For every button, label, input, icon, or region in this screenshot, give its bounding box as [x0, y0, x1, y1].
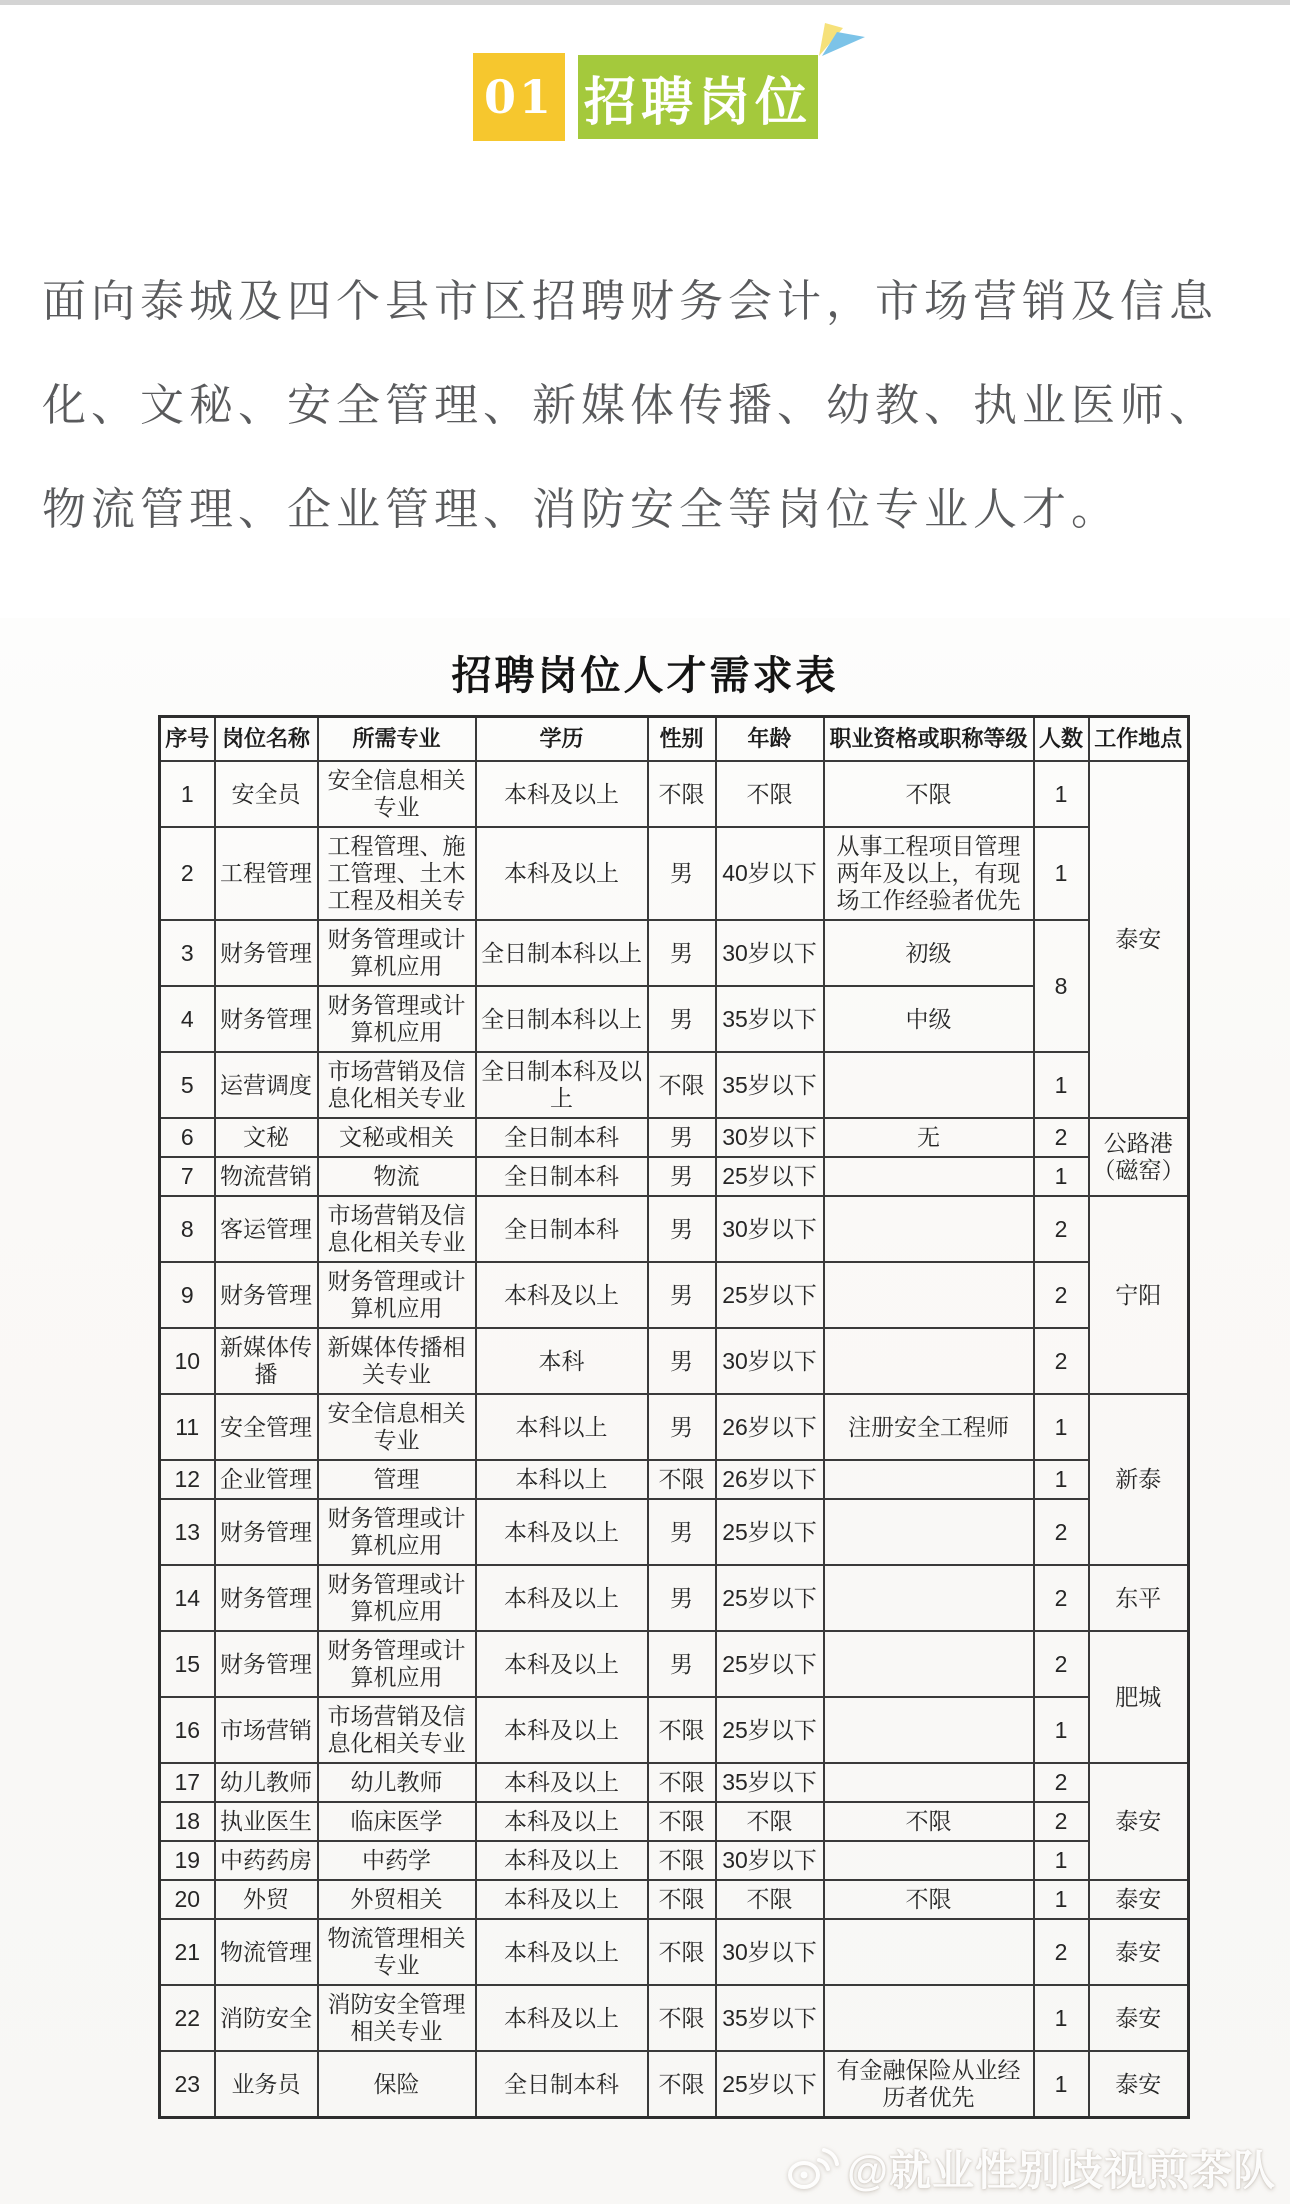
- table-cell: [824, 1919, 1034, 1985]
- table-cell: 25岁以下: [716, 1631, 824, 1697]
- table-cell: 1: [1034, 1697, 1089, 1763]
- table-cell: 工程管理、施工管理、土木工程及相关专: [318, 827, 476, 920]
- table-cell: 全日制本科: [476, 1157, 648, 1196]
- table-cell: 3: [160, 920, 215, 986]
- table-cell: 8: [1034, 920, 1089, 1052]
- table-cell: 7: [160, 1157, 215, 1196]
- table-cell: 新媒体传播相关专业: [318, 1328, 476, 1394]
- table-cell: 不限: [648, 1763, 716, 1802]
- table-row: [160, 1841, 1189, 1880]
- table-title: 招聘岗位人才需求表: [451, 654, 839, 698]
- table-cell: 男: [648, 1157, 716, 1196]
- table-row: [160, 827, 1189, 920]
- table-cell: 临床医学: [318, 1802, 476, 1841]
- table-cell: 25岁以下: [716, 1157, 824, 1196]
- table-cell: 从事工程项目管理两年及以上，有现场工作经验者优先: [824, 827, 1034, 920]
- table-cell: 男: [648, 827, 716, 920]
- table-cell: 全日制本科以上: [476, 986, 648, 1052]
- table-cell: 物流管理相关专业: [318, 1919, 476, 1985]
- table-row: [160, 1328, 1189, 1394]
- table-cell: 业务员: [215, 2051, 318, 2118]
- table-cell: 本科及以上: [476, 1499, 648, 1565]
- table-cell: 2: [1034, 1196, 1089, 1262]
- table-cell: 泰安: [1089, 761, 1189, 1118]
- table-cell: 财务管理: [215, 1262, 318, 1328]
- table-row: [160, 1196, 1189, 1262]
- table-cell: 不限: [716, 761, 824, 827]
- table-cell: [824, 1631, 1034, 1697]
- table-row: [160, 1565, 1189, 1631]
- table-cell: 本科: [476, 1328, 648, 1394]
- table-cell: 泰安: [1089, 2051, 1189, 2118]
- table-cell: 2: [1034, 1328, 1089, 1394]
- table-cell: 2: [1034, 1262, 1089, 1328]
- table-cell: 运营调度: [215, 1052, 318, 1118]
- table-cell: 2: [1034, 1118, 1089, 1157]
- table-cell: 不限: [648, 1841, 716, 1880]
- table-head: [160, 717, 1189, 762]
- table-cell: 初级: [824, 920, 1034, 986]
- table-row: [160, 1394, 1189, 1460]
- table-cell: 1: [160, 761, 215, 827]
- table-cell: 2: [1034, 1919, 1089, 1985]
- table-cell: 本科及以上: [476, 1841, 648, 1880]
- column-header: 职业资格或职称等级: [824, 717, 1034, 762]
- table-cell: 市场营销及信息化相关专业: [318, 1697, 476, 1763]
- table-row: [160, 1802, 1189, 1841]
- table-cell: 2: [1034, 1565, 1089, 1631]
- table-cell: 男: [648, 1196, 716, 1262]
- table-cell: 本科及以上: [476, 1802, 648, 1841]
- table-cell: 物流营销: [215, 1157, 318, 1196]
- table-row: [160, 1118, 1189, 1157]
- table-cell: 财务管理: [215, 986, 318, 1052]
- table-cell: 市场营销及信息化相关专业: [318, 1052, 476, 1118]
- table-cell: 30岁以下: [716, 1196, 824, 1262]
- table-cell: 本科以上: [476, 1460, 648, 1499]
- table-cell: 2: [1034, 1499, 1089, 1565]
- column-header: 工作地点: [1089, 717, 1189, 762]
- table-cell: 男: [648, 920, 716, 986]
- table-cell: 不限: [824, 1880, 1034, 1919]
- table-cell: 1: [1034, 1052, 1089, 1118]
- table-cell: 财务管理或计算机应用: [318, 1631, 476, 1697]
- table-cell: 22: [160, 1985, 215, 2051]
- table-cell: 不限: [648, 1919, 716, 1985]
- table-cell: 中级: [824, 986, 1034, 1052]
- table-cell: 男: [648, 1565, 716, 1631]
- table-cell: 不限: [716, 1880, 824, 1919]
- section-number-badge: [473, 53, 565, 141]
- table-cell: 1: [1034, 1394, 1089, 1460]
- table-cell: 本科及以上: [476, 1565, 648, 1631]
- table-cell: 安全信息相关专业: [318, 1394, 476, 1460]
- column-header: 学历: [476, 717, 648, 762]
- table-cell: 本科及以上: [476, 1697, 648, 1763]
- table-cell: 不限: [648, 1880, 716, 1919]
- table-cell: 全日制本科: [476, 1196, 648, 1262]
- table-cell: 10: [160, 1328, 215, 1394]
- table-cell: 保险: [318, 2051, 476, 2118]
- table-row: [160, 1262, 1189, 1328]
- table-cell: 23: [160, 2051, 215, 2118]
- table-cell: 本科及以上: [476, 1880, 648, 1919]
- table-cell: 4: [160, 986, 215, 1052]
- table-cell: 客运管理: [215, 1196, 318, 1262]
- table-cell: 全日制本科及以上: [476, 1052, 648, 1118]
- table-cell: 市场营销: [215, 1697, 318, 1763]
- table-cell: 25岁以下: [716, 2051, 824, 2118]
- table-cell: 中药药房: [215, 1841, 318, 1880]
- column-header: 所需专业: [318, 717, 476, 762]
- table-cell: 25岁以下: [716, 1499, 824, 1565]
- table-row: [160, 1880, 1189, 1919]
- table-cell: 不限: [648, 1460, 716, 1499]
- table-cell: 安全管理: [215, 1394, 318, 1460]
- table-cell: 本科及以上: [476, 1763, 648, 1802]
- table-row: [160, 1631, 1189, 1697]
- table-cell: 物流: [318, 1157, 476, 1196]
- table-cell: [824, 1841, 1034, 1880]
- table-cell: 公路港（磁窑）: [1089, 1118, 1189, 1196]
- column-header: 性别: [648, 717, 716, 762]
- table-cell: 男: [648, 1118, 716, 1157]
- table-cell: 宁阳: [1089, 1196, 1189, 1394]
- table-cell: 财务管理或计算机应用: [318, 986, 476, 1052]
- table-cell: 11: [160, 1394, 215, 1460]
- table-cell: 14: [160, 1565, 215, 1631]
- section-number: 01: [483, 70, 554, 124]
- table-cell: 文秘或相关: [318, 1118, 476, 1157]
- table-cell: 2: [1034, 1802, 1089, 1841]
- table-cell: 消防安全管理相关专业: [318, 1985, 476, 2051]
- table-cell: [824, 1460, 1034, 1499]
- table-cell: [824, 1499, 1034, 1565]
- table-row: [160, 1763, 1189, 1802]
- table-cell: 30岁以下: [716, 1328, 824, 1394]
- section-title: 招聘岗位: [583, 73, 812, 132]
- table-cell: 26岁以下: [716, 1394, 824, 1460]
- table-cell: 本科及以上: [476, 1985, 648, 2051]
- table-cell: 外贸: [215, 1880, 318, 1919]
- table-cell: 不限: [824, 761, 1034, 827]
- table-cell: 消防安全: [215, 1985, 318, 2051]
- table-row: [160, 1460, 1189, 1499]
- table-cell: 30岁以下: [716, 1118, 824, 1157]
- table-cell: 不限: [716, 1802, 824, 1841]
- table-cell: 执业医生: [215, 1802, 318, 1841]
- table-cell: 25岁以下: [716, 1262, 824, 1328]
- table-cell: 1: [1034, 1157, 1089, 1196]
- table-cell: 安全员: [215, 761, 318, 827]
- table-cell: 8: [160, 1196, 215, 1262]
- table-cell: 无: [824, 1118, 1034, 1157]
- table-cell: 16: [160, 1697, 215, 1763]
- table-cell: [824, 1697, 1034, 1763]
- table-cell: 注册安全工程师: [824, 1394, 1034, 1460]
- table-cell: 财务管理: [215, 1499, 318, 1565]
- table-cell: 5: [160, 1052, 215, 1118]
- table-cell: 财务管理或计算机应用: [318, 920, 476, 986]
- table-cell: [824, 1763, 1034, 1802]
- table-cell: 1: [1034, 2051, 1089, 2118]
- table-cell: 财务管理: [215, 920, 318, 986]
- table-cell: 不限: [648, 1697, 716, 1763]
- table-cell: 18: [160, 1802, 215, 1841]
- table-cell: [824, 1328, 1034, 1394]
- table-cell: 全日制本科: [476, 2051, 648, 2118]
- table-cell: 肥城: [1089, 1631, 1189, 1763]
- table-cell: 男: [648, 1499, 716, 1565]
- table-cell: 财务管理: [215, 1565, 318, 1631]
- table-cell: [824, 1565, 1034, 1631]
- watermark-text: @就业性别歧视煎茶队: [847, 2147, 1276, 2194]
- table-cell: 本科及以上: [476, 1262, 648, 1328]
- table-cell: 35岁以下: [716, 1052, 824, 1118]
- table-cell: 男: [648, 1262, 716, 1328]
- table-cell: 本科以上: [476, 1394, 648, 1460]
- table-cell: [824, 1985, 1034, 2051]
- table-cell: 财务管理或计算机应用: [318, 1565, 476, 1631]
- table-cell: 不限: [648, 2051, 716, 2118]
- table-cell: 19: [160, 1841, 215, 1880]
- table-cell: [824, 1157, 1034, 1196]
- table-cell: [824, 1262, 1034, 1328]
- table-cell: 30岁以下: [716, 1841, 824, 1880]
- table-cell: [824, 1052, 1034, 1118]
- section-title-badge: [578, 55, 818, 139]
- table-cell: 男: [648, 1394, 716, 1460]
- table-cell: 2: [1034, 1631, 1089, 1697]
- table-row: [160, 1157, 1189, 1196]
- table-row: [160, 1919, 1189, 1985]
- table-body: [160, 761, 1189, 2118]
- table-cell: 泰安: [1089, 1985, 1189, 2051]
- table-cell: 泰安: [1089, 1919, 1189, 1985]
- table-cell: 1: [1034, 827, 1089, 920]
- table-cell: 文秘: [215, 1118, 318, 1157]
- table-cell: 新泰: [1089, 1394, 1189, 1565]
- table-cell: 1: [1034, 1985, 1089, 2051]
- table-cell: 安全信息相关专业: [318, 761, 476, 827]
- table-cell: 物流管理: [215, 1919, 318, 1985]
- table-cell: 全日制本科以上: [476, 920, 648, 986]
- table-cell: 不限: [824, 1802, 1034, 1841]
- table-cell: [824, 1196, 1034, 1262]
- table-cell: 市场营销及信息化相关专业: [318, 1196, 476, 1262]
- table-cell: 男: [648, 1631, 716, 1697]
- table-cell: 中药学: [318, 1841, 476, 1880]
- table-cell: 新媒体传播: [215, 1328, 318, 1394]
- table-cell: 男: [648, 986, 716, 1052]
- table-cell: 6: [160, 1118, 215, 1157]
- table-cell: 全日制本科: [476, 1118, 648, 1157]
- table-cell: 管理: [318, 1460, 476, 1499]
- table-cell: 不限: [648, 1985, 716, 2051]
- table-cell: 17: [160, 1763, 215, 1802]
- table-cell: 35岁以下: [716, 1763, 824, 1802]
- table-photo-region: [0, 618, 1290, 2204]
- column-header: 序号: [160, 717, 215, 762]
- table-cell: 本科及以上: [476, 827, 648, 920]
- table-cell: 25岁以下: [716, 1565, 824, 1631]
- table-cell: 泰安: [1089, 1880, 1189, 1919]
- table-row: [160, 1052, 1189, 1118]
- demand-table: [158, 715, 1190, 2119]
- table-cell: 东平: [1089, 1565, 1189, 1631]
- table-cell: 企业管理: [215, 1460, 318, 1499]
- table-row: [160, 920, 1189, 986]
- table-cell: 2: [160, 827, 215, 920]
- table-row: [160, 1697, 1189, 1763]
- table-cell: 21: [160, 1919, 215, 1985]
- table-cell: 本科及以上: [476, 1919, 648, 1985]
- table-cell: 工程管理: [215, 827, 318, 920]
- top-strip: [0, 0, 1290, 5]
- table-cell: 1: [1034, 1841, 1089, 1880]
- table-cell: 1: [1034, 761, 1089, 827]
- table-cell: 泰安: [1089, 1763, 1189, 1880]
- column-header: 年龄: [716, 717, 824, 762]
- table-cell: 30岁以下: [716, 1919, 824, 1985]
- table-row: [160, 761, 1189, 827]
- weibo-icon: [785, 2144, 839, 2192]
- table-cell: 本科及以上: [476, 761, 648, 827]
- table-cell: 26岁以下: [716, 1460, 824, 1499]
- table-cell: 35岁以下: [716, 1985, 824, 2051]
- section-header: [473, 53, 953, 143]
- table-cell: 1: [1034, 1460, 1089, 1499]
- column-header: 人数: [1034, 717, 1089, 762]
- table-row: [160, 1985, 1189, 2051]
- table-cell: 30岁以下: [716, 920, 824, 986]
- table-cell: 15: [160, 1631, 215, 1697]
- corner-triangles-icon: [813, 21, 869, 57]
- table-cell: 25岁以下: [716, 1697, 824, 1763]
- table-row: [160, 2051, 1189, 2118]
- table-cell: 不限: [648, 1052, 716, 1118]
- table-cell: 9: [160, 1262, 215, 1328]
- table-cell: 不限: [648, 1802, 716, 1841]
- table-cell: 外贸相关: [318, 1880, 476, 1919]
- table-cell: 财务管理或计算机应用: [318, 1262, 476, 1328]
- table-row: [160, 1499, 1189, 1565]
- table-cell: 幼儿教师: [215, 1763, 318, 1802]
- table-cell: 40岁以下: [716, 827, 824, 920]
- table-cell: 1: [1034, 1880, 1089, 1919]
- intro-paragraph: 面向泰城及四个县市区招聘财务会计，市场营销及信息化、文秘、安全管理、新媒体传播、幼教、执业医师、物流管理、企业管理、消防安全等岗位专业人才。: [42, 277, 1218, 534]
- header-row: [160, 717, 1189, 762]
- table-cell: 财务管理: [215, 1631, 318, 1697]
- table-cell: 13: [160, 1499, 215, 1565]
- table-cell: 有金融保险从业经历者优先: [824, 2051, 1034, 2118]
- table-cell: 财务管理或计算机应用: [318, 1499, 476, 1565]
- column-header: 岗位名称: [215, 717, 318, 762]
- table-cell: 本科及以上: [476, 1631, 648, 1697]
- table-cell: 男: [648, 1328, 716, 1394]
- table-cell: 2: [1034, 1763, 1089, 1802]
- table-cell: 幼儿教师: [318, 1763, 476, 1802]
- table-cell: 20: [160, 1880, 215, 1919]
- table-cell: 不限: [648, 761, 716, 827]
- table-cell: 35岁以下: [716, 986, 824, 1052]
- table-cell: 12: [160, 1460, 215, 1499]
- watermark: [785, 2138, 1276, 2198]
